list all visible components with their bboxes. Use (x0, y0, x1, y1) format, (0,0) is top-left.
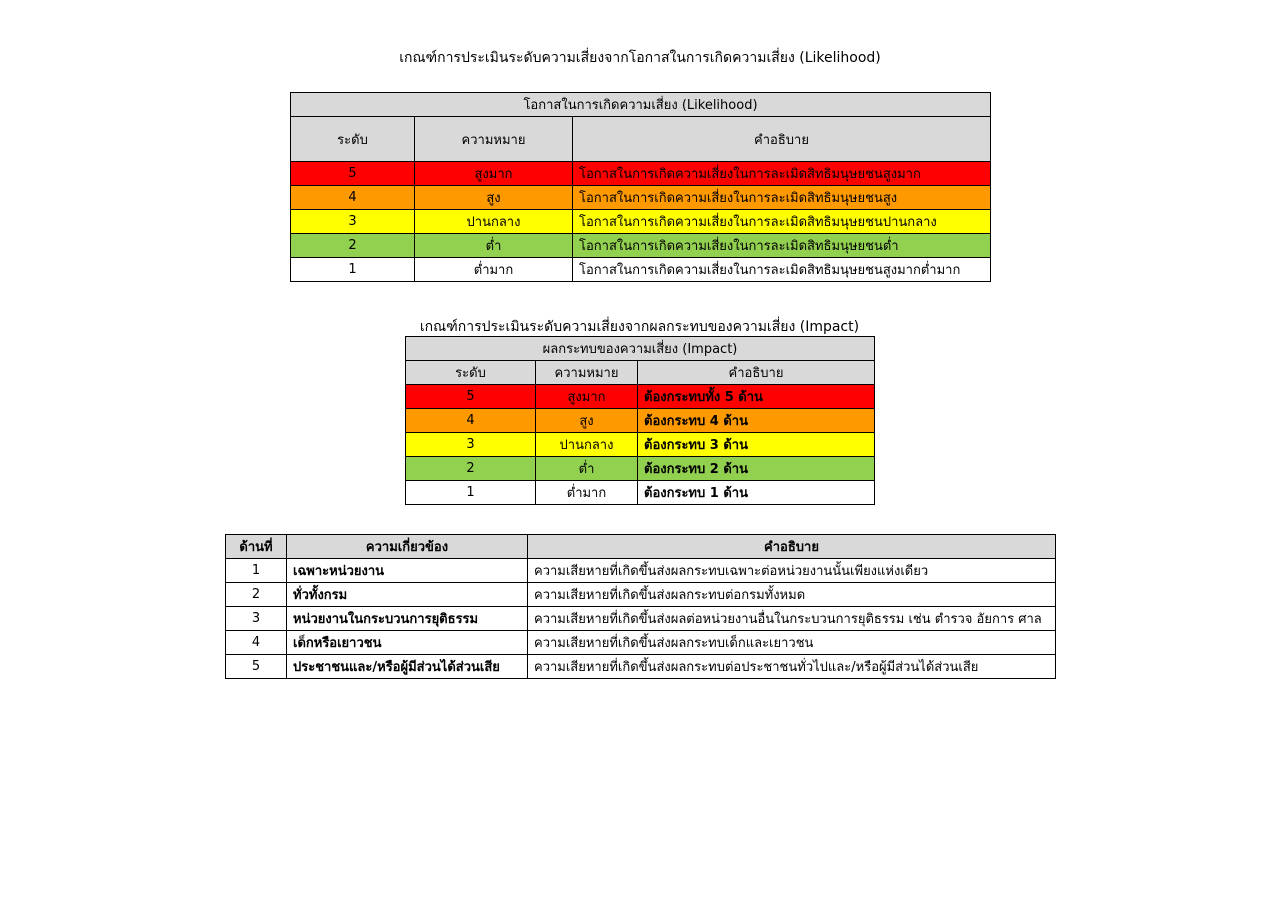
column-header-description: คำอธิบาย (638, 361, 875, 385)
meaning-cell: ปานกลาง (415, 210, 573, 234)
description-cell: ความเสียหายที่เกิดขึ้นส่งผลต่อหน่วยงานอื่นในกระบวนการยุติธรรม เช่น ตำรวจ อัยการ ศาล (528, 607, 1056, 631)
impact-caption: ผลกระทบของความเสี่ยง (Impact) (406, 337, 875, 361)
meaning-cell: ต่ำมาก (536, 481, 638, 505)
likelihood-heading: เกณฑ์การประเมินระดับความเสี่ยงจากโอกาสในการเกิดความเสี่ยง (Likelihood) (399, 50, 881, 66)
relevance-cell: ประชาชนและ/หรือผู้มีส่วนได้ส่วนเสีย (287, 655, 528, 679)
column-header-level: ระดับ (291, 117, 415, 162)
relevance-cell: หน่วยงานในกระบวนการยุติธรรม (287, 607, 528, 631)
aspect-row (226, 583, 1056, 607)
likelihood-row (291, 162, 991, 186)
impact-row (406, 385, 875, 409)
aspect-row (226, 607, 1056, 631)
meaning-cell: ต่ำ (536, 457, 638, 481)
column-header-description: คำอธิบาย (573, 117, 991, 162)
aspect-row (226, 559, 1056, 583)
likelihood-row (291, 210, 991, 234)
description-cell: ต้องกระทบ 4 ด้าน (638, 409, 875, 433)
description-cell: ต้องกระทบ 2 ด้าน (638, 457, 875, 481)
level-cell: 2 (406, 457, 536, 481)
description-cell: ต้องกระทบทั้ง 5 ด้าน (638, 385, 875, 409)
likelihood-caption: โอกาสในการเกิดความเสี่ยง (Likelihood) (291, 93, 991, 117)
likelihood-row (291, 234, 991, 258)
meaning-cell: สูง (415, 186, 573, 210)
meaning-cell: ต่ำ (415, 234, 573, 258)
level-cell: 3 (406, 433, 536, 457)
impact-row (406, 433, 875, 457)
relevance-cell: เฉพาะหน่วยงาน (287, 559, 528, 583)
description-cell: ต้องกระทบ 1 ด้าน (638, 481, 875, 505)
aspect-no-cell: 5 (226, 655, 287, 679)
column-header-meaning: ความหมาย (415, 117, 573, 162)
impact-row (406, 409, 875, 433)
impact-row (406, 457, 875, 481)
description-cell: โอกาสในการเกิดความเสี่ยงในการละเมิดสิทธิมนุษยชนสูง (573, 186, 991, 210)
relevance-cell: เด็กหรือเยาวชน (287, 631, 528, 655)
aspect-table (225, 534, 1056, 679)
level-cell: 5 (291, 162, 415, 186)
level-cell: 4 (291, 186, 415, 210)
column-header-meaning: ความหมาย (536, 361, 638, 385)
aspect-row (226, 655, 1056, 679)
level-cell: 2 (291, 234, 415, 258)
description-cell: ความเสียหายที่เกิดขึ้นส่งผลกระทบต่อกรมทั้งหมด (528, 583, 1056, 607)
description-cell: โอกาสในการเกิดความเสี่ยงในการละเมิดสิทธิมนุษยชนสูงมาก (573, 162, 991, 186)
level-cell: 1 (406, 481, 536, 505)
meaning-cell: สูง (536, 409, 638, 433)
aspect-no-cell: 1 (226, 559, 287, 583)
level-cell: 1 (291, 258, 415, 282)
column-header-aspect-no: ด้านที่ (226, 535, 287, 559)
description-cell: โอกาสในการเกิดความเสี่ยงในการละเมิดสิทธิมนุษยชนปานกลาง (573, 210, 991, 234)
impact-heading: เกณฑ์การประเมินระดับความเสี่ยงจากผลกระทบของความเสี่ยง (Impact) (419, 319, 860, 335)
likelihood-row (291, 258, 991, 282)
aspect-no-cell: 2 (226, 583, 287, 607)
level-cell: 3 (291, 210, 415, 234)
likelihood-row (291, 186, 991, 210)
description-cell: โอกาสในการเกิดความเสี่ยงในการละเมิดสิทธิมนุษยชนสูงมากต่ำมาก (573, 258, 991, 282)
level-cell: 5 (406, 385, 536, 409)
description-cell: ความเสียหายที่เกิดขึ้นส่งผลกระทบเฉพาะต่อหน่วยงานนั้นเพียงแห่งเดียว (528, 559, 1056, 583)
column-header-relevance: ความเกี่ยวข้อง (287, 535, 528, 559)
description-cell: โอกาสในการเกิดความเสี่ยงในการละเมิดสิทธิมนุษยชนต่ำ (573, 234, 991, 258)
aspect-no-cell: 4 (226, 631, 287, 655)
column-header-description: คำอธิบาย (528, 535, 1056, 559)
level-cell: 4 (406, 409, 536, 433)
aspect-row (226, 631, 1056, 655)
likelihood-table (290, 92, 991, 282)
meaning-cell: สูงมาก (415, 162, 573, 186)
meaning-cell: ต่ำมาก (415, 258, 573, 282)
description-cell: ความเสียหายที่เกิดขึ้นส่งผลกระทบเด็กและเยาวชน (528, 631, 1056, 655)
column-header-level: ระดับ (406, 361, 536, 385)
impact-row (406, 481, 875, 505)
meaning-cell: ปานกลาง (536, 433, 638, 457)
description-cell: ความเสียหายที่เกิดขึ้นส่งผลกระทบต่อประชาชนทั่วไปและ/หรือผู้มีส่วนได้ส่วนเสีย (528, 655, 1056, 679)
meaning-cell: สูงมาก (536, 385, 638, 409)
description-cell: ต้องกระทบ 3 ด้าน (638, 433, 875, 457)
aspect-no-cell: 3 (226, 607, 287, 631)
impact-table (405, 336, 875, 505)
relevance-cell: ทั่วทั้งกรม (287, 583, 528, 607)
